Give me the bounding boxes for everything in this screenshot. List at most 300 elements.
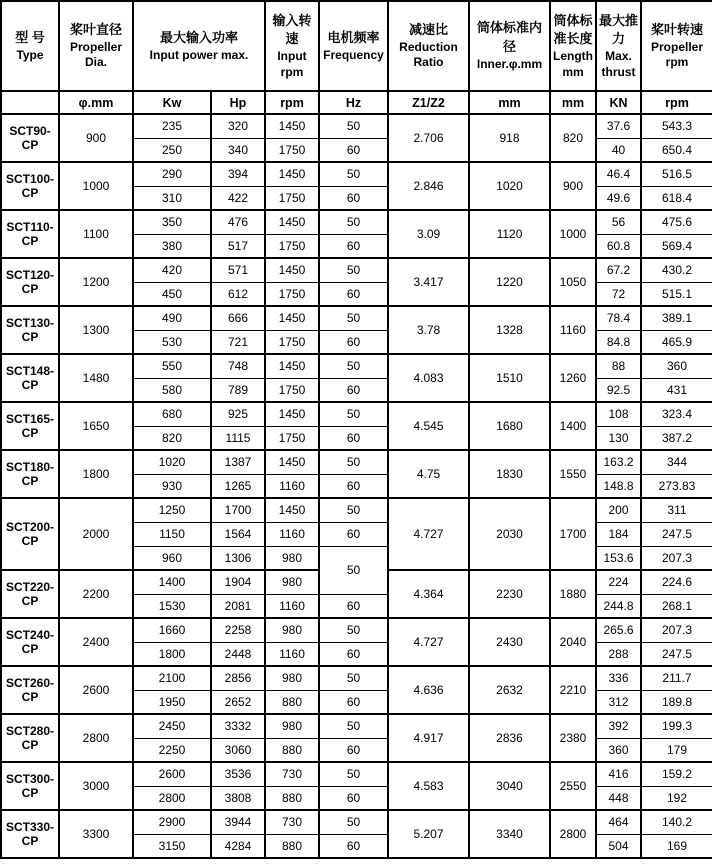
col-header-max-thrust (596, 1, 641, 91)
hp-cell: 3332 (211, 714, 265, 738)
hp-cell: 2856 (211, 666, 265, 690)
propeller-rpm-cell: 618.4 (641, 186, 712, 210)
input-rpm-cell: 880 (265, 690, 319, 714)
propeller-dia-cell: 3300 (59, 810, 133, 858)
frequency-cell: 50 (319, 714, 388, 738)
hp-cell: 1306 (211, 546, 265, 570)
header-input-power-cn: 最大输入功率 (159, 29, 238, 45)
hp-cell: 1700 (211, 498, 265, 522)
propeller-rpm-cell: 389.1 (641, 306, 712, 330)
propeller-dia-cell: 2000 (59, 498, 133, 570)
type-cell: SCT300-CP (1, 762, 59, 810)
hp-cell: 748 (211, 354, 265, 378)
kw-cell: 310 (133, 186, 211, 210)
max-thrust-cell: 244.8 (596, 594, 641, 618)
input-rpm-cell: 1450 (265, 162, 319, 186)
type-cell: SCT148-CP (1, 354, 59, 402)
propeller-rpm-cell: 515.1 (641, 282, 712, 306)
input-rpm-cell: 1160 (265, 522, 319, 546)
frequency-cell: 60 (319, 834, 388, 858)
max-thrust-cell: 448 (596, 786, 641, 810)
hp-cell: 925 (211, 402, 265, 426)
frequency-cell: 60 (319, 786, 388, 810)
propeller-dia-cell: 3000 (59, 762, 133, 810)
header-length-en: Length mm (553, 49, 593, 79)
inner-dia-cell: 1328 (469, 306, 550, 354)
kw-cell: 2250 (133, 738, 211, 762)
input-rpm-cell: 1750 (265, 378, 319, 402)
frequency-cell: 60 (319, 642, 388, 666)
propeller-dia-cell: 1000 (59, 162, 133, 210)
length-cell: 1260 (550, 354, 596, 402)
hp-cell: 517 (211, 234, 265, 258)
type-cell: SCT180-CP (1, 450, 59, 498)
length-cell: 1700 (550, 498, 596, 570)
kw-cell: 680 (133, 402, 211, 426)
frequency-cell: 50 (319, 762, 388, 786)
frequency-cell: 60 (319, 738, 388, 762)
kw-cell: 930 (133, 474, 211, 498)
propeller-rpm-cell: 224.6 (641, 570, 712, 594)
table-row (1, 162, 712, 186)
length-cell: 2040 (550, 618, 596, 666)
hp-cell: 422 (211, 186, 265, 210)
type-cell: SCT280-CP (1, 714, 59, 762)
type-cell: SCT330-CP (1, 810, 59, 858)
length-cell: 1400 (550, 402, 596, 450)
header-input-power-en: Input power max. (149, 47, 249, 62)
frequency-cell: 50 (319, 666, 388, 690)
type-cell: SCT200-CP (1, 498, 59, 570)
propeller-rpm-cell: 207.3 (641, 618, 712, 642)
col-header-propeller-dia (59, 1, 133, 91)
header-type-en: Type (16, 47, 44, 62)
reduction-ratio-cell: 4.364 (388, 570, 469, 618)
kw-cell: 550 (133, 354, 211, 378)
inner-dia-cell: 3040 (469, 762, 550, 810)
propeller-rpm-cell: 323.4 (641, 402, 712, 426)
header-propeller-rpm-cn: 桨叶转速 (650, 21, 703, 37)
inner-dia-cell: 1220 (469, 258, 550, 306)
frequency-cell: 60 (319, 474, 388, 498)
hp-cell: 666 (211, 306, 265, 330)
propeller-rpm-cell: 247.5 (641, 642, 712, 666)
length-cell: 2210 (550, 666, 596, 714)
propeller-rpm-cell: 311 (641, 498, 712, 522)
kw-cell: 350 (133, 210, 211, 234)
table-row (1, 810, 712, 834)
kw-cell: 1950 (133, 690, 211, 714)
reduction-ratio-cell: 4.917 (388, 714, 469, 762)
table-header (1, 1, 712, 114)
frequency-cell: 50 (319, 306, 388, 330)
frequency-cell: 50 (319, 258, 388, 282)
inner-dia-cell: 2230 (469, 570, 550, 618)
propeller-rpm-cell: 650.4 (641, 138, 712, 162)
max-thrust-cell: 464 (596, 810, 641, 834)
table-body (1, 114, 712, 858)
table-row (1, 354, 712, 378)
propeller-rpm-cell: 159.2 (641, 762, 712, 786)
propeller-dia-cell: 1480 (59, 354, 133, 402)
table-row (1, 258, 712, 282)
reduction-ratio-cell: 4.083 (388, 354, 469, 402)
header-propeller-dia-cn: 桨叶直径 (69, 21, 122, 37)
inner-dia-cell: 2632 (469, 666, 550, 714)
hp-cell: 3808 (211, 786, 265, 810)
kw-cell: 1530 (133, 594, 211, 618)
length-cell: 1160 (550, 306, 596, 354)
max-thrust-cell: 67.2 (596, 258, 641, 282)
max-thrust-cell: 49.6 (596, 186, 641, 210)
inner-dia-cell: 918 (469, 114, 550, 162)
max-thrust-cell: 163.2 (596, 450, 641, 474)
kw-cell: 2800 (133, 786, 211, 810)
unit-thrust: KN (596, 91, 641, 114)
frequency-cell: 60 (319, 594, 388, 618)
propeller-rpm-cell: 344 (641, 450, 712, 474)
table-row (1, 114, 712, 138)
kw-cell: 1020 (133, 450, 211, 474)
propeller-rpm-cell: 268.1 (641, 594, 712, 618)
input-rpm-cell: 1160 (265, 474, 319, 498)
max-thrust-cell: 46.4 (596, 162, 641, 186)
kw-cell: 2900 (133, 810, 211, 834)
kw-cell: 1150 (133, 522, 211, 546)
max-thrust-cell: 84.8 (596, 330, 641, 354)
input-rpm-cell: 1160 (265, 642, 319, 666)
type-cell: SCT90-CP (1, 114, 59, 162)
unit-input-rpm: rpm (265, 91, 319, 114)
input-rpm-cell: 1750 (265, 186, 319, 210)
length-cell: 1050 (550, 258, 596, 306)
propeller-rpm-cell: 543.3 (641, 114, 712, 138)
col-header-input-rpm (265, 1, 319, 91)
inner-dia-cell: 1680 (469, 402, 550, 450)
propeller-dia-cell: 1200 (59, 258, 133, 306)
kw-cell: 290 (133, 162, 211, 186)
kw-cell: 1660 (133, 618, 211, 642)
length-cell: 2800 (550, 810, 596, 858)
propeller-dia-cell: 2600 (59, 666, 133, 714)
reduction-ratio-cell: 3.09 (388, 210, 469, 258)
hp-cell: 2652 (211, 690, 265, 714)
input-rpm-cell: 1450 (265, 402, 319, 426)
table-row (1, 402, 712, 426)
input-rpm-cell: 880 (265, 738, 319, 762)
header-length-cn: 筒体标准长度 (553, 12, 593, 47)
propeller-rpm-cell: 179 (641, 738, 712, 762)
kw-cell: 580 (133, 378, 211, 402)
max-thrust-cell: 60.8 (596, 234, 641, 258)
col-header-inner-dia (469, 1, 550, 91)
type-cell: SCT240-CP (1, 618, 59, 666)
input-rpm-cell: 1450 (265, 354, 319, 378)
max-thrust-cell: 72 (596, 282, 641, 306)
input-rpm-cell: 1450 (265, 306, 319, 330)
max-thrust-cell: 392 (596, 714, 641, 738)
hp-cell: 1387 (211, 450, 265, 474)
frequency-cell: 60 (319, 138, 388, 162)
max-thrust-cell: 88 (596, 354, 641, 378)
header-max-thrust-cn: 最大推力 (599, 12, 639, 47)
hp-cell: 1265 (211, 474, 265, 498)
max-thrust-cell: 416 (596, 762, 641, 786)
kw-cell: 235 (133, 114, 211, 138)
frequency-cell: 60 (319, 378, 388, 402)
header-input-rpm-cn: 输入转速 (272, 12, 312, 47)
header-inner-dia-cn: 筒体标准内径 (476, 20, 542, 55)
max-thrust-cell: 56 (596, 210, 641, 234)
hp-cell: 320 (211, 114, 265, 138)
propeller-rpm-cell: 431 (641, 378, 712, 402)
max-thrust-cell: 288 (596, 642, 641, 666)
reduction-ratio-cell: 4.583 (388, 762, 469, 810)
kw-cell: 530 (133, 330, 211, 354)
propeller-dia-cell: 900 (59, 114, 133, 162)
max-thrust-cell: 336 (596, 666, 641, 690)
input-rpm-cell: 1450 (265, 114, 319, 138)
hp-cell: 789 (211, 378, 265, 402)
frequency-cell: 50 (319, 498, 388, 522)
propeller-rpm-cell: 430.2 (641, 258, 712, 282)
kw-cell: 1800 (133, 642, 211, 666)
kw-cell: 1250 (133, 498, 211, 522)
table-row (1, 762, 712, 786)
reduction-ratio-cell: 4.727 (388, 618, 469, 666)
reduction-ratio-cell: 5.207 (388, 810, 469, 858)
type-cell: SCT120-CP (1, 258, 59, 306)
hp-cell: 2258 (211, 618, 265, 642)
propeller-dia-cell: 2200 (59, 570, 133, 618)
kw-cell: 490 (133, 306, 211, 330)
propeller-dia-cell: 2800 (59, 714, 133, 762)
header-frequency-en: Frequency (323, 47, 384, 62)
frequency-cell: 60 (319, 186, 388, 210)
hp-cell: 721 (211, 330, 265, 354)
length-cell: 900 (550, 162, 596, 210)
inner-dia-cell: 3340 (469, 810, 550, 858)
unit-kw: Kw (133, 91, 211, 114)
header-input-rpm-en: Input rpm (277, 49, 307, 79)
type-cell: SCT260-CP (1, 666, 59, 714)
input-rpm-cell: 980 (265, 714, 319, 738)
unit-prop-rpm: rpm (641, 91, 712, 114)
max-thrust-cell: 153.6 (596, 546, 641, 570)
input-rpm-cell: 1450 (265, 210, 319, 234)
unit-ratio: Z1/Z2 (388, 91, 469, 114)
input-rpm-cell: 1750 (265, 426, 319, 450)
kw-cell: 420 (133, 258, 211, 282)
propeller-rpm-cell: 189.8 (641, 690, 712, 714)
propeller-rpm-cell: 247.5 (641, 522, 712, 546)
header-row-main (1, 1, 712, 91)
col-header-propeller-rpm (641, 1, 712, 91)
inner-dia-cell: 1120 (469, 210, 550, 258)
hp-cell: 340 (211, 138, 265, 162)
hp-cell: 1564 (211, 522, 265, 546)
hp-cell: 394 (211, 162, 265, 186)
reduction-ratio-cell: 4.75 (388, 450, 469, 498)
propeller-dia-cell: 2400 (59, 618, 133, 666)
hp-cell: 4284 (211, 834, 265, 858)
input-rpm-cell: 1450 (265, 450, 319, 474)
hp-cell: 571 (211, 258, 265, 282)
length-cell: 1880 (550, 570, 596, 618)
hp-cell: 2081 (211, 594, 265, 618)
reduction-ratio-cell: 3.78 (388, 306, 469, 354)
frequency-cell: 60 (319, 690, 388, 714)
max-thrust-cell: 504 (596, 834, 641, 858)
propeller-dia-cell: 1100 (59, 210, 133, 258)
table-row (1, 450, 712, 474)
hp-cell: 3536 (211, 762, 265, 786)
input-rpm-cell: 980 (265, 570, 319, 594)
inner-dia-cell: 1020 (469, 162, 550, 210)
col-header-frequency (319, 1, 388, 91)
unit-inner: mm (469, 91, 550, 114)
frequency-cell: 50 (319, 354, 388, 378)
table-row (1, 210, 712, 234)
table-row (1, 714, 712, 738)
propeller-rpm-cell: 140.2 (641, 810, 712, 834)
header-max-thrust-en: Max. thrust (601, 49, 636, 79)
header-reduction-ratio-cn: 减速比 (408, 21, 448, 37)
propeller-rpm-cell: 211.7 (641, 666, 712, 690)
hp-cell: 2448 (211, 642, 265, 666)
input-rpm-cell: 880 (265, 786, 319, 810)
type-cell: SCT165-CP (1, 402, 59, 450)
max-thrust-cell: 108 (596, 402, 641, 426)
input-rpm-cell: 980 (265, 618, 319, 642)
header-propeller-dia-en: Propeller Dia. (69, 39, 123, 70)
type-cell: SCT130-CP (1, 306, 59, 354)
frequency-cell: 50 (319, 210, 388, 234)
unit-dia: φ.mm (59, 91, 133, 114)
kw-cell: 2600 (133, 762, 211, 786)
propeller-rpm-cell: 516.5 (641, 162, 712, 186)
reduction-ratio-cell: 4.545 (388, 402, 469, 450)
frequency-cell: 50 (319, 114, 388, 138)
propeller-rpm-cell: 465.9 (641, 330, 712, 354)
table-row (1, 618, 712, 642)
type-cell: SCT110-CP (1, 210, 59, 258)
hp-cell: 1904 (211, 570, 265, 594)
input-rpm-cell: 1750 (265, 234, 319, 258)
col-header-input-power (133, 1, 265, 91)
reduction-ratio-cell: 2.846 (388, 162, 469, 210)
input-rpm-cell: 980 (265, 546, 319, 570)
propeller-dia-cell: 1650 (59, 402, 133, 450)
input-rpm-cell: 730 (265, 762, 319, 786)
col-header-type (1, 1, 59, 91)
inner-dia-cell: 2430 (469, 618, 550, 666)
input-rpm-cell: 1450 (265, 258, 319, 282)
max-thrust-cell: 78.4 (596, 306, 641, 330)
propeller-rpm-cell: 360 (641, 354, 712, 378)
unit-type (1, 91, 59, 114)
kw-cell: 960 (133, 546, 211, 570)
inner-dia-cell: 1510 (469, 354, 550, 402)
type-cell: SCT220-CP (1, 570, 59, 618)
input-rpm-cell: 1750 (265, 330, 319, 354)
header-row-units (1, 91, 712, 114)
input-rpm-cell: 1160 (265, 594, 319, 618)
table-row (1, 306, 712, 330)
table-row (1, 498, 712, 522)
propeller-rpm-cell: 569.4 (641, 234, 712, 258)
propeller-rpm-cell: 387.2 (641, 426, 712, 450)
input-rpm-cell: 1750 (265, 138, 319, 162)
inner-dia-cell: 1830 (469, 450, 550, 498)
max-thrust-cell: 265.6 (596, 618, 641, 642)
type-cell: SCT100-CP (1, 162, 59, 210)
max-thrust-cell: 360 (596, 738, 641, 762)
header-propeller-rpm-en: Propeller rpm (650, 39, 704, 70)
propeller-rpm-cell: 475.6 (641, 210, 712, 234)
kw-cell: 820 (133, 426, 211, 450)
kw-cell: 450 (133, 282, 211, 306)
frequency-cell: 50 (319, 162, 388, 186)
header-inner-dia-en: Inner.φ.mm (476, 57, 543, 72)
frequency-cell: 60 (319, 234, 388, 258)
propeller-rpm-cell: 169 (641, 834, 712, 858)
kw-cell: 3150 (133, 834, 211, 858)
reduction-ratio-cell: 3.417 (388, 258, 469, 306)
unit-hp: Hp (211, 91, 265, 114)
header-frequency-cn: 电机频率 (327, 29, 380, 45)
unit-length: mm (550, 91, 596, 114)
col-header-reduction-ratio (388, 1, 469, 91)
length-cell: 820 (550, 114, 596, 162)
propeller-rpm-cell: 273.83 (641, 474, 712, 498)
max-thrust-cell: 40 (596, 138, 641, 162)
frequency-cell: 60 (319, 282, 388, 306)
hp-cell: 476 (211, 210, 265, 234)
reduction-ratio-cell: 4.727 (388, 498, 469, 570)
col-header-length (550, 1, 596, 91)
kw-cell: 2100 (133, 666, 211, 690)
propeller-dia-cell: 1800 (59, 450, 133, 498)
hp-cell: 1115 (211, 426, 265, 450)
hp-cell: 3944 (211, 810, 265, 834)
hp-cell: 3060 (211, 738, 265, 762)
unit-hz: Hz (319, 91, 388, 114)
table-row (1, 666, 712, 690)
frequency-cell: 60 (319, 522, 388, 546)
max-thrust-cell: 312 (596, 690, 641, 714)
max-thrust-cell: 92.5 (596, 378, 641, 402)
kw-cell: 380 (133, 234, 211, 258)
max-thrust-cell: 184 (596, 522, 641, 546)
max-thrust-cell: 37.6 (596, 114, 641, 138)
input-rpm-cell: 880 (265, 834, 319, 858)
propeller-rpm-cell: 199.3 (641, 714, 712, 738)
input-rpm-cell: 730 (265, 810, 319, 834)
frequency-cell: 50 (319, 618, 388, 642)
max-thrust-cell: 224 (596, 570, 641, 594)
reduction-ratio-cell: 2.706 (388, 114, 469, 162)
hp-cell: 612 (211, 282, 265, 306)
frequency-cell: 60 (319, 426, 388, 450)
kw-cell: 1400 (133, 570, 211, 594)
propeller-rpm-cell: 207.3 (641, 546, 712, 570)
kw-cell: 2450 (133, 714, 211, 738)
max-thrust-cell: 200 (596, 498, 641, 522)
max-thrust-cell: 148.8 (596, 474, 641, 498)
max-thrust-cell: 130 (596, 426, 641, 450)
frequency-cell: 60 (319, 330, 388, 354)
